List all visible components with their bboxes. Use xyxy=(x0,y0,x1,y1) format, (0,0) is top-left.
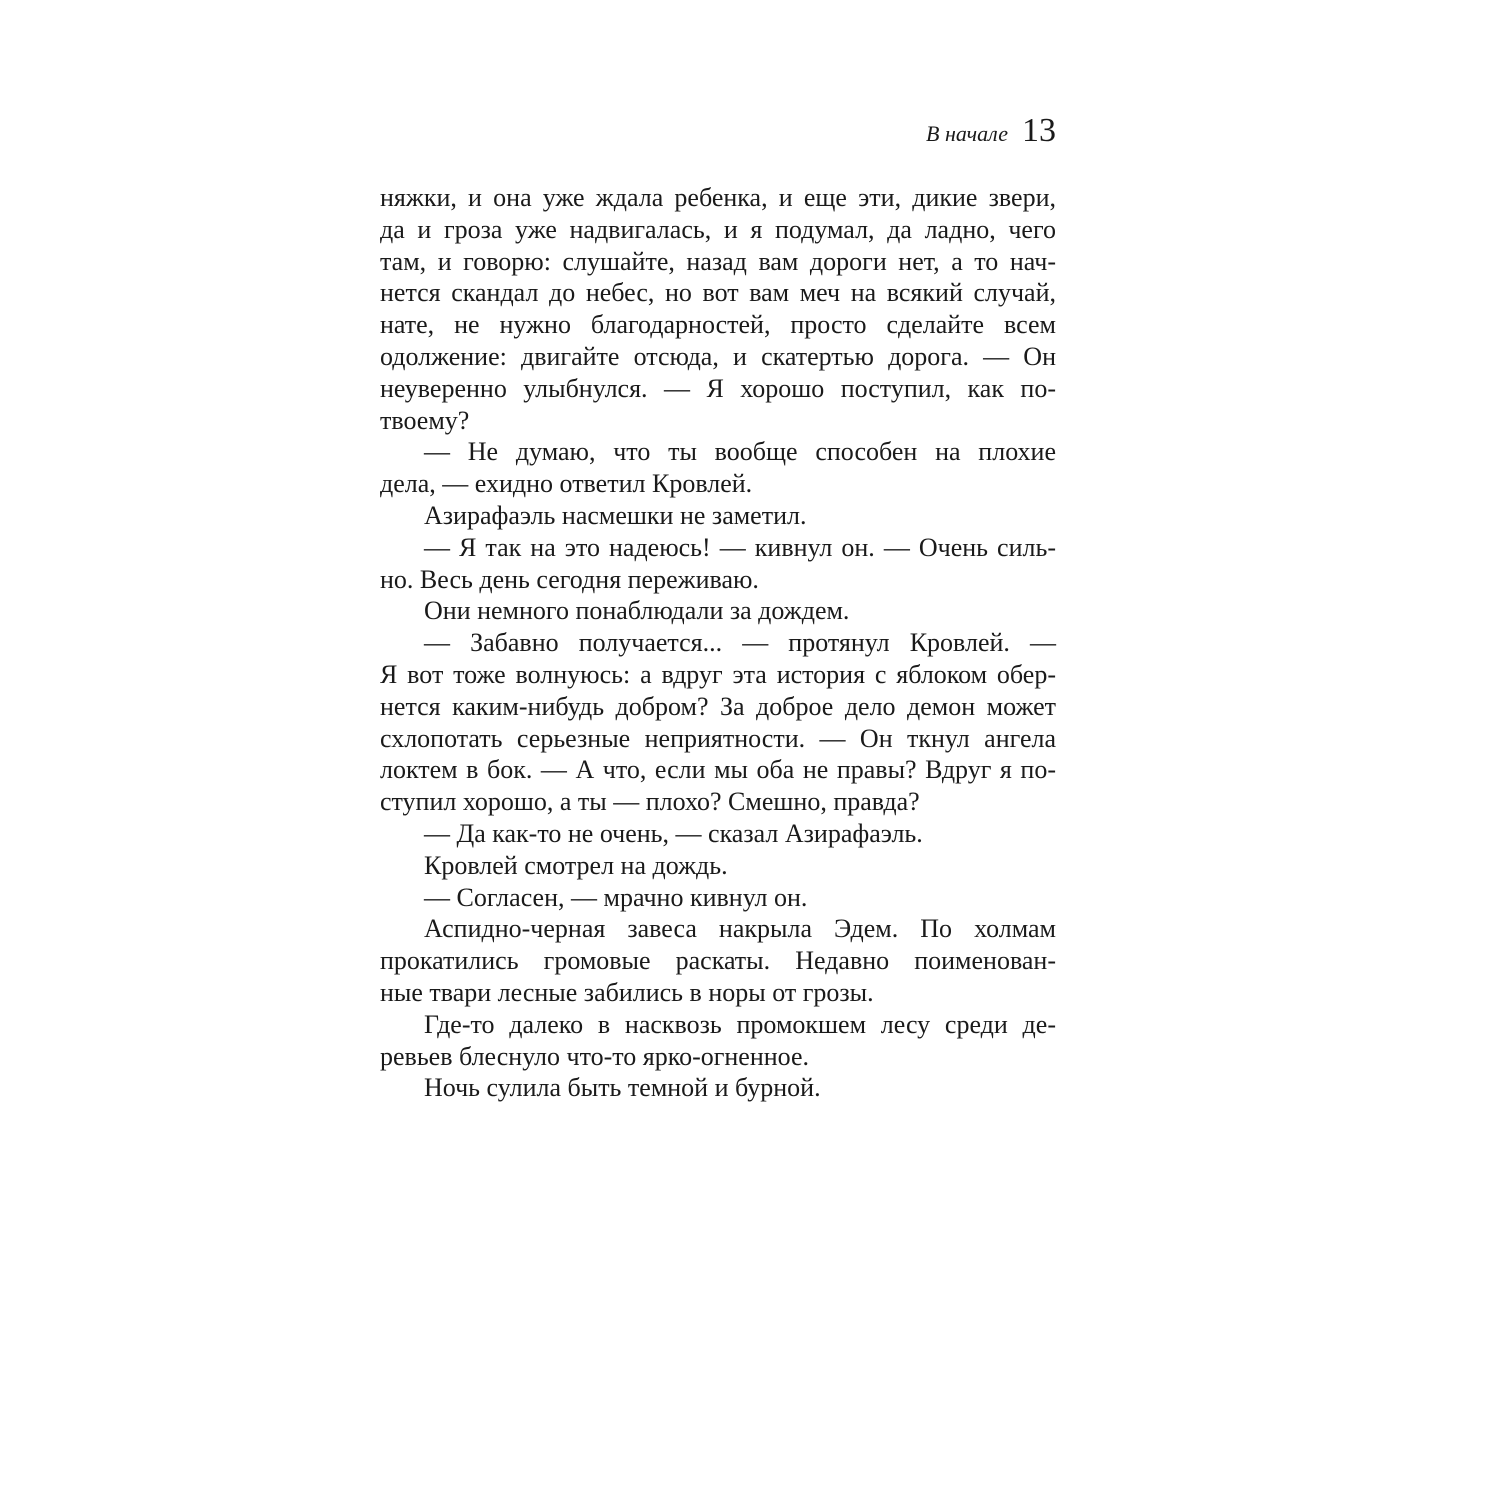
text-line: нется скандал до небес, но вот вам меч на всякий случай, xyxy=(380,278,1056,308)
text-line: но. Весь день сегодня переживаю. xyxy=(380,564,759,594)
text-line: одолжение: двигайте отсюда, и скатертью дорога. — Он xyxy=(380,341,1056,371)
text-line: — Не думаю, что ты вообще способен на плохие xyxy=(424,437,1056,467)
text-line: няжки, и она уже ждала ребенка, и еще эти, дикие звери, xyxy=(380,183,1056,212)
text-line: нется каким-нибудь добром? За доброе дело демон может xyxy=(380,691,1056,721)
text-line: Азирафаэль насмешки не заметил. xyxy=(424,500,807,530)
body-text xyxy=(380,182,1056,1104)
text-line: ревьев блеснуло что-то ярко-огненное. xyxy=(380,1041,810,1071)
text-line: Они немного понаблюдали за дождем. xyxy=(424,596,850,626)
text-line: неуверенно улыбнулся. — Я хорошо поступил, как по- xyxy=(380,373,1056,403)
text-line: локтем в бок. — А что, если мы оба не правы? Вдруг я по- xyxy=(380,755,1056,785)
text-line: прокатились громовые раскаты. Недавно поименован- xyxy=(380,946,1056,976)
text-line: ные твари лесные забились в норы от грозы. xyxy=(380,977,874,1007)
running-title: В начале xyxy=(926,121,1008,146)
text-line: ступил хорошо, а ты — плохо? Смешно, правда? xyxy=(380,787,920,817)
text-line: Я вот тоже волнуюсь: а вдруг эта история с яблоком обер- xyxy=(380,659,1056,689)
text-line: Аспидно-черная завеса накрыла Эдем. По холмам xyxy=(424,914,1056,944)
text-line: твоему? xyxy=(380,405,470,435)
text-line: да и гроза уже надвигалась, и я подумал, да ладно, чего xyxy=(380,214,1056,244)
running-head xyxy=(926,112,1056,150)
text-line: — Согласен, — мрачно кивнул он. xyxy=(424,882,808,912)
text-line: Ночь сулила быть темной и бурной. xyxy=(424,1073,821,1103)
text-line: — Я так на это надеюсь! — кивнул он. — Очень силь- xyxy=(424,532,1056,562)
text-line: — Да как-то не очень, — сказал Азирафаэль. xyxy=(424,818,923,848)
text-line: нате, не нужно благодарностей, просто сделайте всем xyxy=(380,310,1056,340)
page-number: 13 xyxy=(1022,112,1056,149)
text-line: — Забавно получается... — протянул Кровлей. — xyxy=(424,628,1056,658)
text-line: дела, — ехидно ответил Кровлей. xyxy=(380,469,753,499)
text-line: Где-то далеко в насквозь промокшем лесу среди де- xyxy=(424,1009,1056,1039)
text-line: там, и говорю: слушайте, назад вам дороги нет, а то нач- xyxy=(380,246,1056,276)
text-line: схлопотать серьезные неприятности. — Он ткнул ангела xyxy=(380,723,1056,753)
text-line: Кровлей смотрел на дождь. xyxy=(424,850,728,880)
